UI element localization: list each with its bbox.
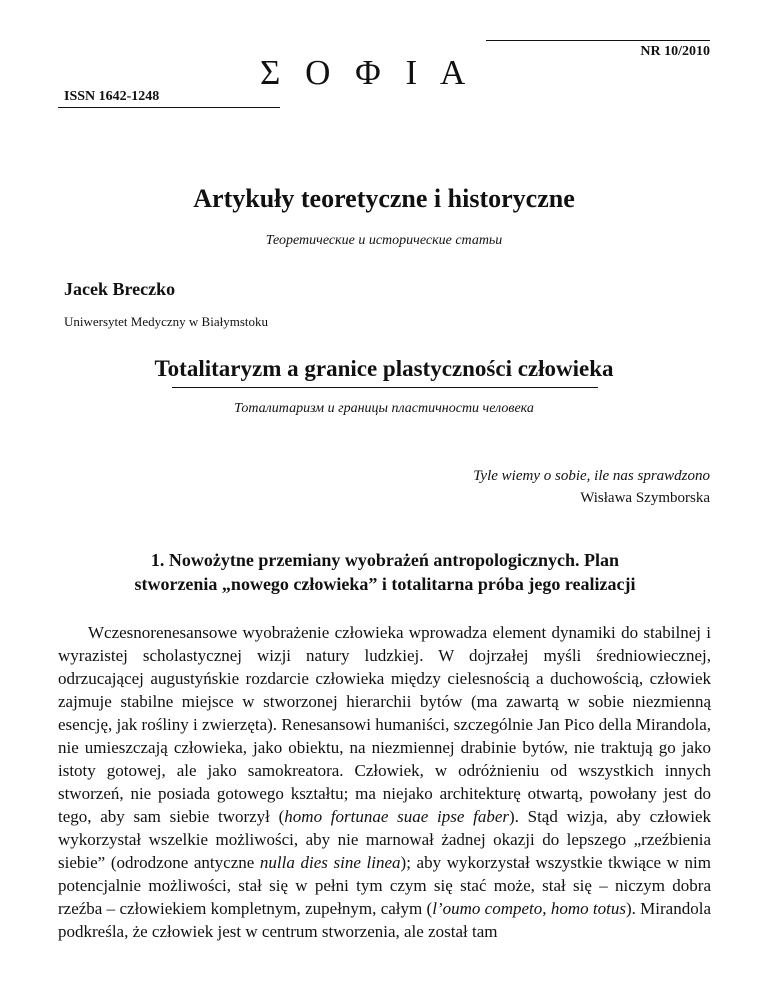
article-subtitle: Тоталитаризм и границы пластичности человека: [234, 401, 534, 416]
section-heading-line-2: stworzenia „nowego człowieka” i totalitarna próba jego realizacji: [134, 574, 636, 594]
section-heading-line-1: 1. Nowożytne przemiany wyobrażeń antropologicznych. Plan: [150, 550, 620, 570]
epigraph: [473, 465, 710, 509]
section-title: Artykuły teoretyczne i historyczne: [193, 184, 575, 213]
journal-title: Σ Ο Φ Ι Α: [260, 53, 470, 92]
body-italic-3: l’oumo competo, homo totus: [432, 899, 626, 918]
section-subtitle: Теоретические и исторические статьи: [265, 233, 503, 248]
article-title: Totalitaryzm a granice plastyczności człowieka: [154, 356, 614, 381]
body-text-4: ). Mirandola podkreśla, że człowiek jest w centrum stworzenia, ale został tam: [58, 899, 711, 941]
body-italic-2: nulla dies sine linea: [259, 853, 401, 872]
author-name: Jacek Breczko: [64, 279, 176, 299]
author-affiliation: Uniwersytet Medyczny w Białymstoku: [64, 314, 268, 329]
body-italic-1: homo fortunae suae ipse faber: [284, 807, 509, 826]
body-text-2: ). Stąd wizja, aby człowiek wykorzystał wszelkie możliwości, aby nie marnował żadnej okazji do lepszego „rzeźbienia siebie” (odrodzone antyczne: [58, 807, 711, 872]
article-title-rule: [172, 387, 598, 388]
header-rule-issn: [58, 107, 280, 108]
body-text-3: ); aby wykorzystał wszystkie tkwiące w nim potencjalnie możliwości, stał się w pełni tym czym się stać może, stał się – niczym dobra rzeźba – człowiekiem kompletnym, zupełnym, całym (: [58, 853, 711, 918]
section-heading: [60, 548, 710, 596]
body-text-1: Wczesnorenesansowe wyobrażenie człowieka wprowadza element dynamiki do stabilnej i wyrazistej scholastycznej wizji natury ludzkiej. W dojrzałej myśli średniowiecznej, odrzucającej augustyńskie rozdarcie człowieka między cielesnością a duchowością, człowiek zajmuje stabilne miejsce w stworzonej hierarchii bytów (ma zawartą w sobie niezmienną esencję, jak rośliny i zwierzęta). Renesansowi humaniści, szczególnie Jan Pico della Mirandola, nie umieszczają człowieka, jako obiektu, na niezmiennej drabinie bytów, nie traktują go jako istoty gotowej, ale jako samokreatora. Człowiek, w odróżnieniu od wszystkich innych stworzeń, nie posiada gotowego kształtu; ma niejako architekturę otwartą, powołany jest do tego, aby sam siebie tworzył (: [58, 623, 711, 826]
header-rule-top: [486, 40, 710, 41]
body-paragraph: [58, 621, 711, 943]
issue-number: NR 10/2010: [640, 44, 710, 59]
epigraph-author: Wisława Szymborska: [580, 490, 710, 506]
issn: ISSN 1642-1248: [64, 89, 160, 104]
epigraph-quote: Tyle wiemy o sobie, ile nas sprawdzono: [473, 468, 710, 484]
